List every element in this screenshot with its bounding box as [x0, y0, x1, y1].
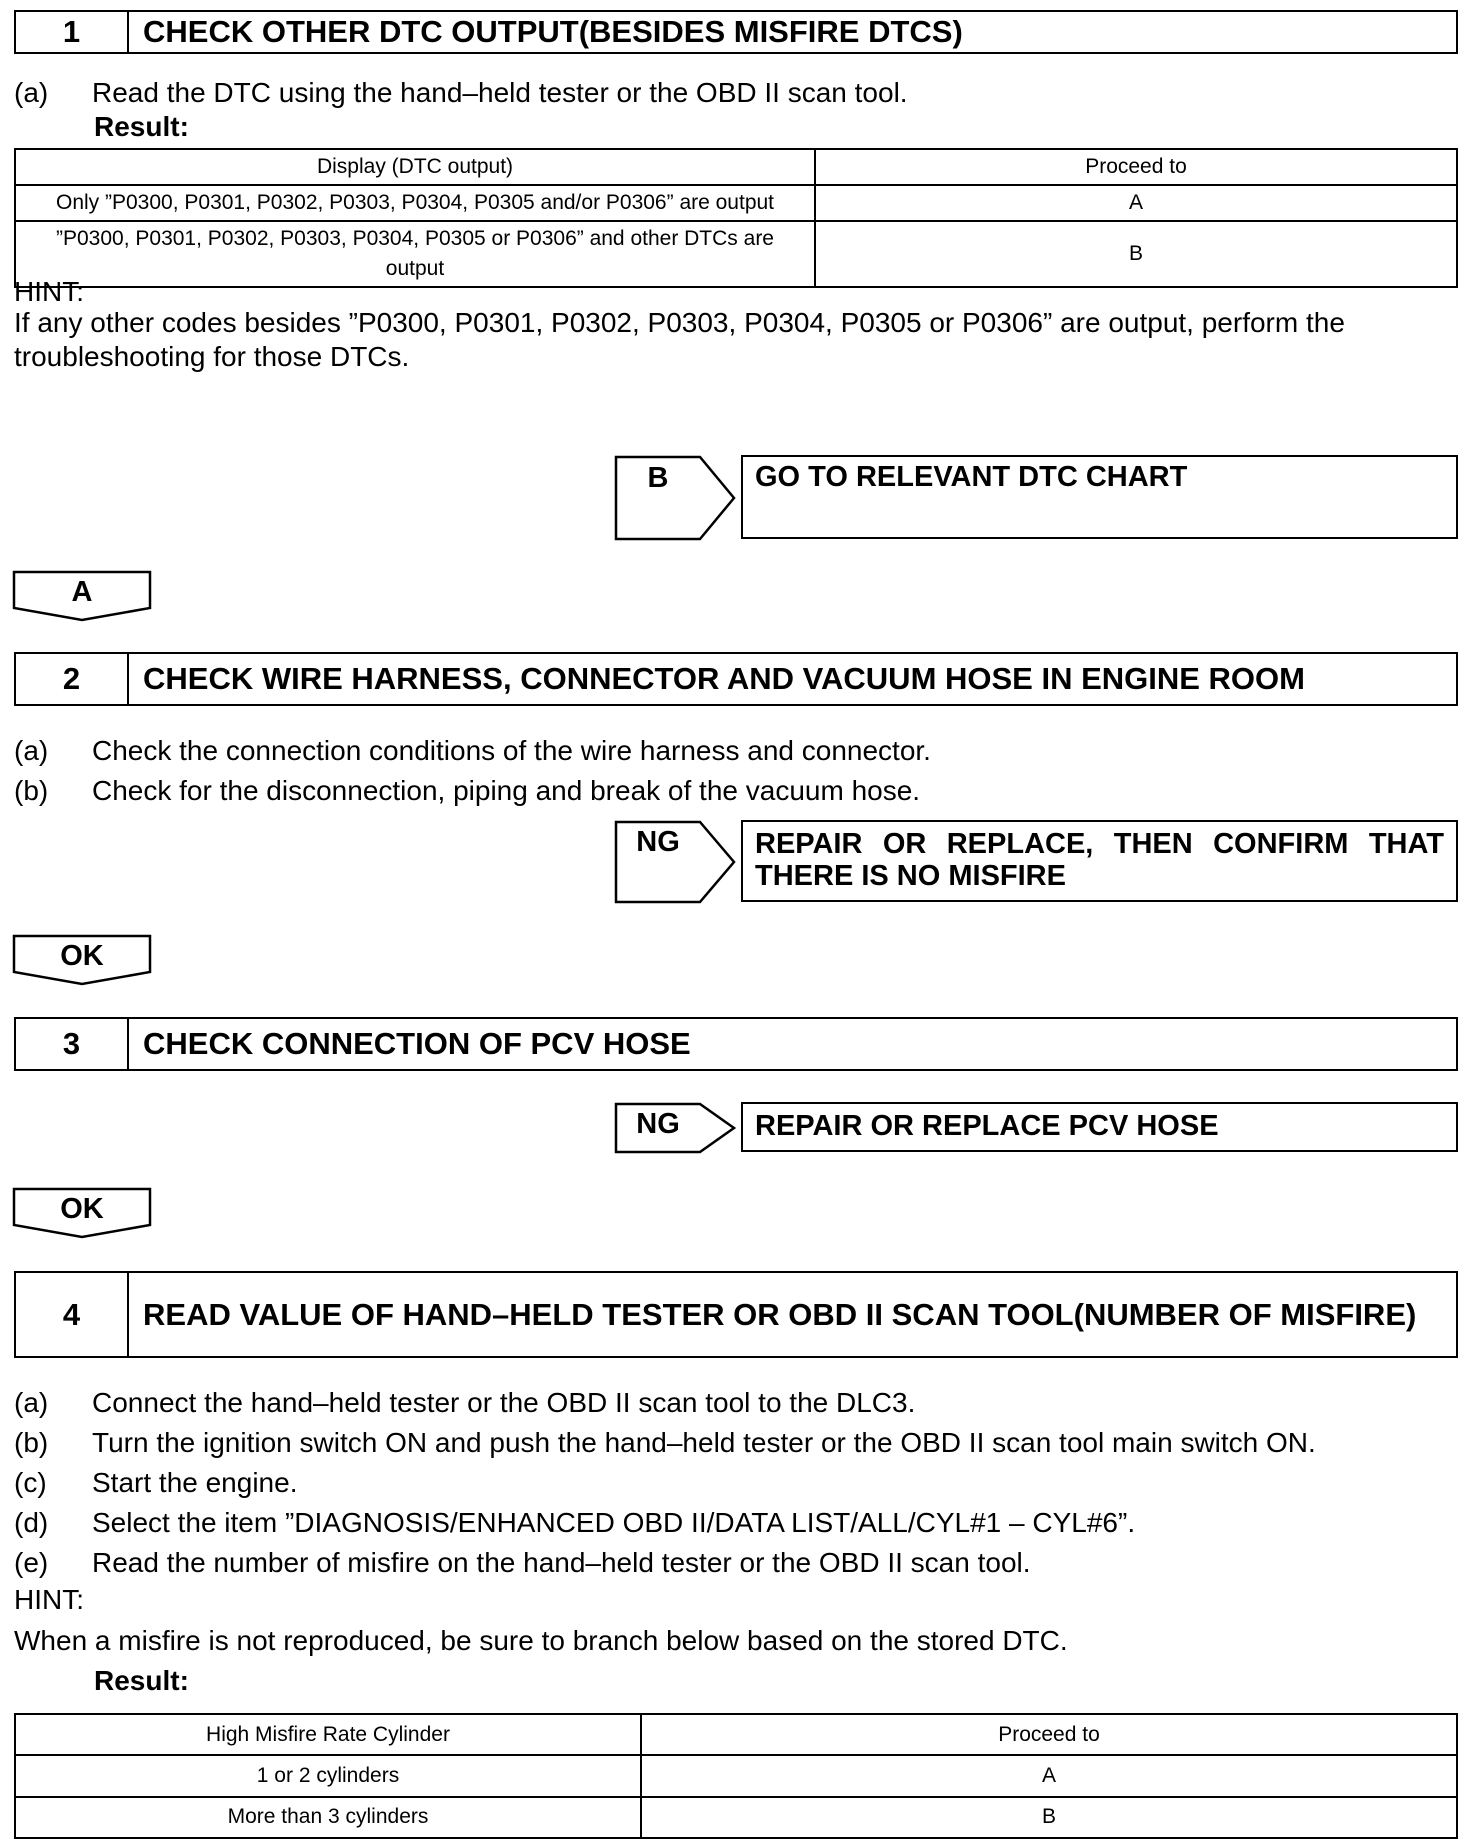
item-text: Start the engine. [92, 1467, 298, 1498]
table-cell: ”P0300, P0301, P0302, P0303, P0304, P0305 or P0306” and other DTCs are output [15, 221, 815, 287]
step-2-item-a [14, 734, 931, 768]
branch-ng-action: REPAIR OR REPLACE, THEN CONFIRM THAT THERE IS NO MISFIRE [741, 820, 1458, 902]
item-label: (a) [14, 77, 49, 108]
step-4-hint-label: HINT: [14, 1584, 84, 1615]
table-cell: More than 3 cylinders [15, 1797, 641, 1838]
step-4-header [14, 1271, 1458, 1358]
table-header-row [15, 1714, 1457, 1755]
step-1-title: CHECK OTHER DTC OUTPUT(BESIDES MISFIRE DTCS) [143, 14, 963, 49]
table-cell: A [815, 185, 1457, 221]
table-cell: A [641, 1755, 1457, 1796]
table-row [15, 1797, 1457, 1838]
step-3-title: CHECK CONNECTION OF PCV HOSE [143, 1026, 691, 1061]
item-text: Read the DTC using the hand–held tester or the OBD II scan tool. [92, 77, 908, 108]
item-label: (c) [14, 1467, 47, 1498]
step-4-number: 4 [16, 1273, 129, 1356]
step-4-hint-text: When a misfire is not reproduced, be sure to branch below based on the stored DTC. [14, 1625, 1068, 1656]
item-label: (b) [14, 775, 49, 806]
branch-b-action: GO TO RELEVANT DTC CHART [741, 455, 1458, 539]
step-1-header [14, 10, 1458, 54]
branch-ng-label: NG [636, 826, 680, 858]
item-text: Check for the disconnection, piping and break of the vacuum hose. [92, 775, 921, 806]
item-label: (a) [14, 1387, 49, 1418]
step-1-item-a [14, 76, 908, 110]
item-text: Select the item ”DIAGNOSIS/ENHANCED OBD II/DATA LIST/ALL/CYL#1 – CYL#6”. [92, 1507, 1136, 1538]
table-row [15, 221, 1457, 287]
step-1-hint-text: If any other codes besides ”P0300, P0301, P0302, P0303, P0304, P0305 or P0306” are output, perform the troubleshooting for those DTCs. [14, 307, 1345, 372]
table-header-row [15, 149, 1457, 185]
step-4-result-table [14, 1713, 1458, 1839]
table-cell: B [641, 1797, 1457, 1838]
item-text: Check the connection conditions of the wire harness and connector. [92, 735, 931, 766]
table-cell: B [815, 221, 1457, 287]
branch-b-label: B [647, 462, 669, 494]
step-1-result-table [14, 148, 1458, 288]
table-header-cell: Display (DTC output) [15, 149, 815, 185]
step-2-title: CHECK WIRE HARNESS, CONNECTOR AND VACUUM HOSE IN ENGINE ROOM [143, 661, 1305, 696]
item-label: (d) [14, 1507, 49, 1538]
step-1-hint-label: HINT: [14, 276, 84, 307]
table-header-cell: High Misfire Rate Cylinder [15, 1714, 641, 1755]
item-label: (b) [14, 1427, 49, 1458]
step-4-item-c [14, 1466, 297, 1500]
step-2-number: 2 [16, 654, 129, 704]
step-1-result-label: Result: [94, 111, 189, 142]
step-4-title: READ VALUE OF HAND–HELD TESTER OR OBD II SCAN TOOL(NUMBER OF MISFIRE) [143, 1296, 1417, 1332]
item-text: Connect the hand–held tester or the OBD II scan tool to the DLC3. [92, 1387, 916, 1418]
step-3-header [14, 1017, 1458, 1071]
step-1-number: 1 [16, 12, 129, 52]
step-2-item-b [14, 774, 920, 808]
step-4-item-e [14, 1546, 1031, 1580]
step-4-item-d [14, 1506, 1135, 1540]
item-label: (a) [14, 735, 49, 766]
step-3-number: 3 [16, 1019, 129, 1069]
item-text: Read the number of misfire on the hand–held tester or the OBD II scan tool. [92, 1547, 1031, 1578]
table-row [15, 1755, 1457, 1796]
table-cell: Only ”P0300, P0301, P0302, P0303, P0304, P0305 and/or P0306” are output [15, 185, 815, 221]
step-4-result-label: Result: [94, 1665, 189, 1696]
step-2-header [14, 652, 1458, 706]
table-header-cell: Proceed to [815, 149, 1457, 185]
table-cell: 1 or 2 cylinders [15, 1755, 641, 1796]
step-4-item-b [14, 1426, 1316, 1460]
next-ok-label: OK [60, 1193, 104, 1225]
item-text: Turn the ignition switch ON and push the hand–held tester or the OBD II scan tool main switch ON. [92, 1427, 1316, 1458]
step-4-item-a [14, 1386, 915, 1420]
next-ok-label: OK [60, 940, 104, 972]
next-a-label: A [71, 576, 93, 608]
table-header-cell: Proceed to [641, 1714, 1457, 1755]
branch-ng-action: REPAIR OR REPLACE PCV HOSE [741, 1102, 1458, 1152]
branch-ng-label: NG [636, 1108, 680, 1140]
table-row [15, 185, 1457, 221]
item-label: (e) [14, 1547, 49, 1578]
